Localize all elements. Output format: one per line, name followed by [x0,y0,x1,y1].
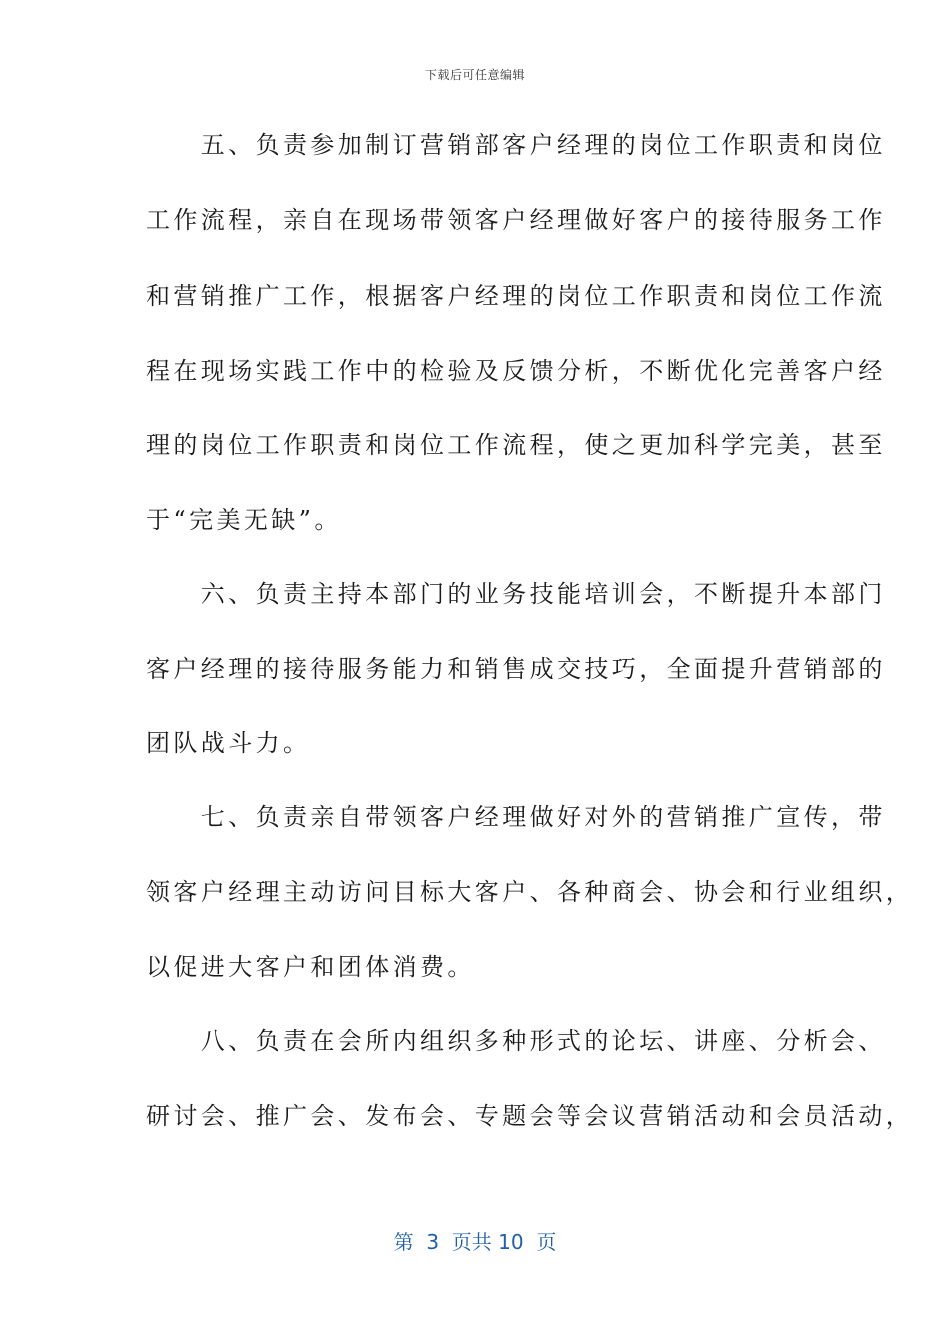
body-line: 八、负责在会所内组织多种形式的论坛、讲座、分析会、 [146,1027,886,1055]
body-line: 工作流程，亲自在现场带领客户经理做好客户的接待服务工作 [146,206,886,234]
body-line: 程在现场实践工作中的检验及反馈分析，不断优化完善客户经 [146,357,886,385]
body-line: 五、负责参加制订营销部客户经理的岗位工作职责和岗位 [146,131,886,159]
body-line: 团队战斗力。 [146,729,311,757]
body-line: 理的岗位工作职责和岗位工作流程，使之更加科学完美，甚至 [146,431,886,459]
body-line: 领客户经理主动访问目标大客户、各种商会、协会和行业组织， [146,878,914,906]
body-line: 研讨会、推广会、发布会、专题会等会议营销活动和会员活动， [146,1102,914,1130]
page-header: 下载后可任意编辑 [424,68,525,82]
body-line: 和营销推广工作，根据客户经理的岗位工作职责和岗位工作流 [146,282,886,310]
body-line: 七、负责亲自带领客户经理做好对外的营销推广宣传，带 [146,803,886,831]
body-line: 以促进大客户和团体消费。 [146,953,475,981]
body-line: 客户经理的接待服务能力和销售成交技巧，全面提升营销部的 [146,655,886,683]
body-line: 六、负责主持本部门的业务技能培训会，不断提升本部门 [146,580,886,608]
page-footer-pagination: 第 3 页共 10 页 [393,1230,557,1254]
body-line: 于“完美无缺”。 [146,506,342,534]
